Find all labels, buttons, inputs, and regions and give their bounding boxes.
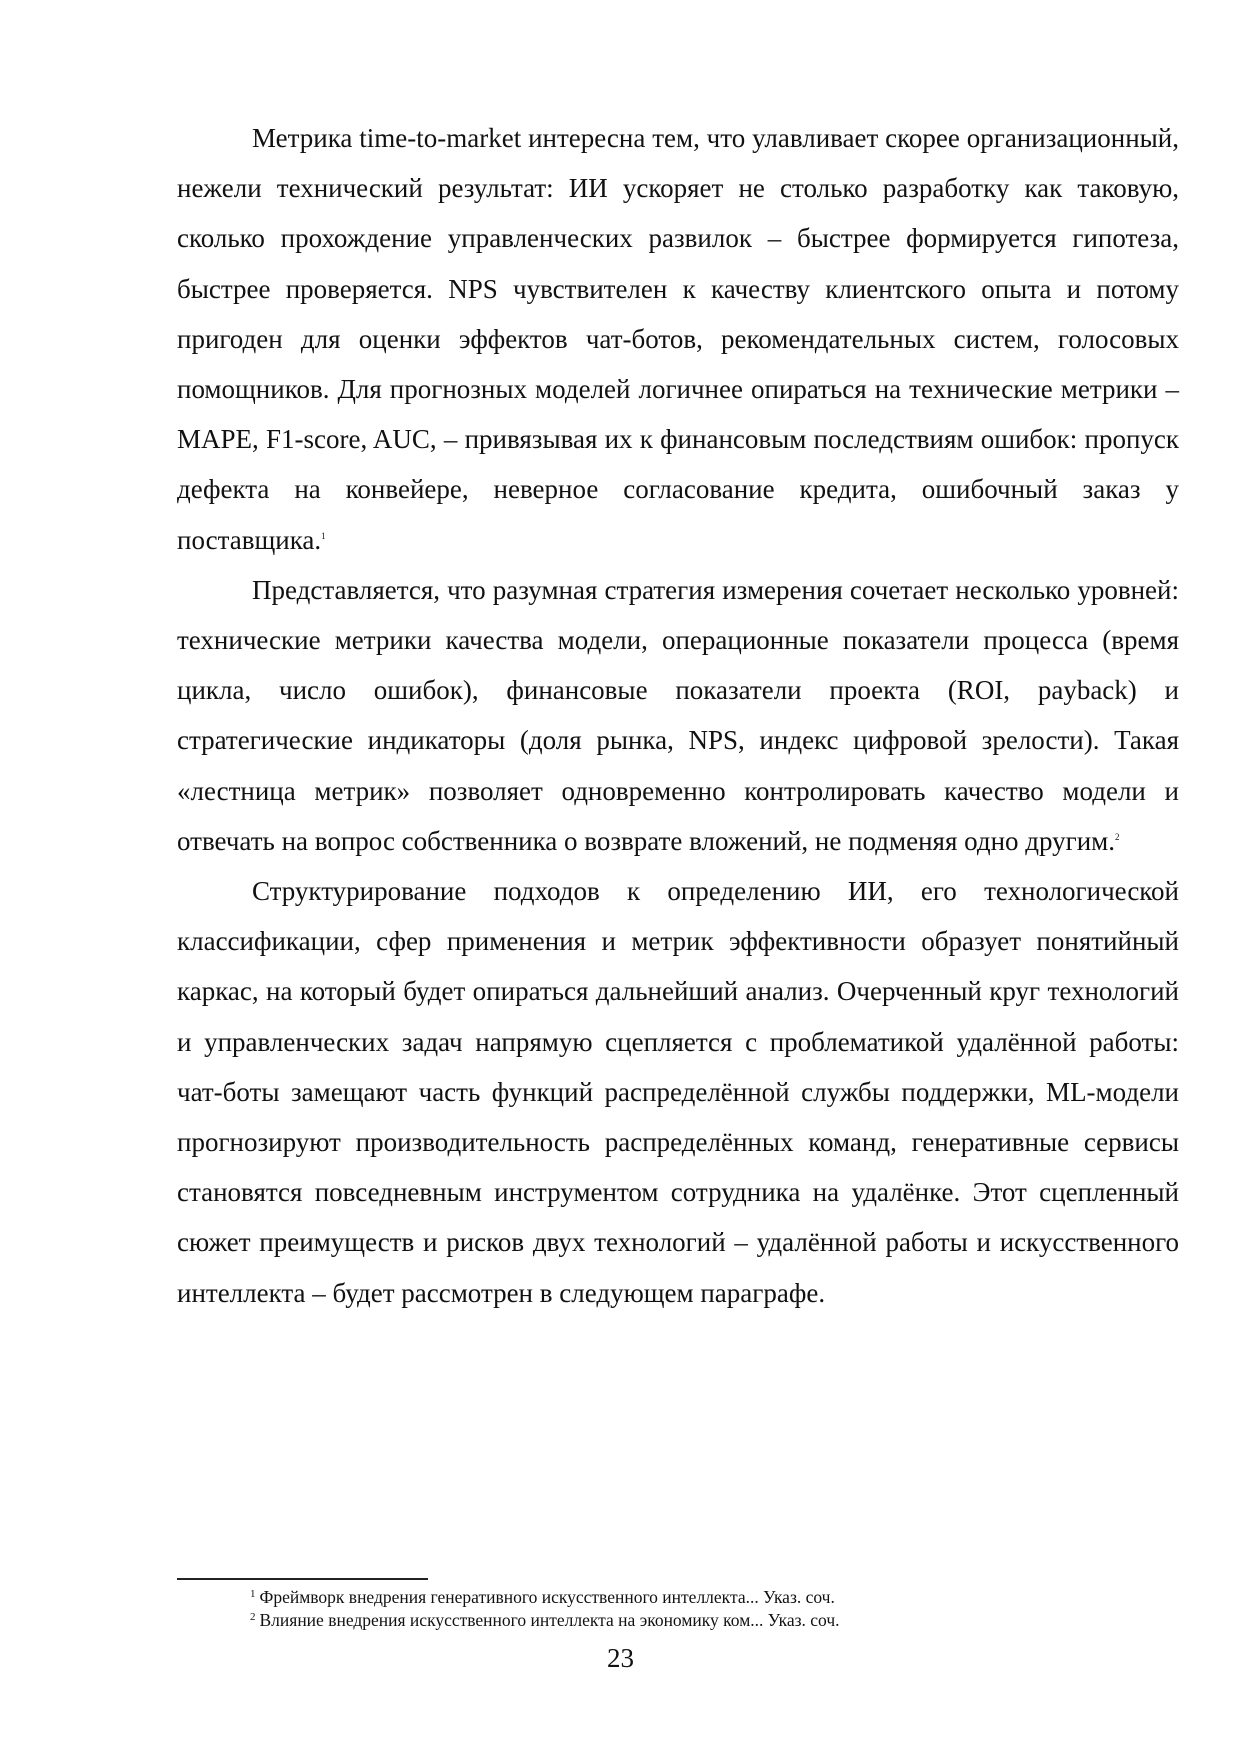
footnote-1-number: 1 [250, 1588, 256, 1600]
paragraph-1 [177, 113, 1179, 565]
footnote-1-text: Фреймворк внедрения генеративного искусственного интеллекта... Указ. соч. [259, 1587, 835, 1607]
footnote-2-number: 2 [250, 1611, 256, 1623]
footnote-ref-1[interactable]: 1 [321, 530, 326, 541]
paragraph-1-text: Метрика time-to-market интересна тем, что улавливает скорее организационный, нежели технический результат: ИИ ускоряет не столько разработку как таковую, сколько прохождение управленческих развилок – быстрее формируется гипотеза, быстрее проверяется. NPS чувствителен к качеству клиентского опыта и потому пригоден для оценки эффектов чат-ботов, рекомендательных систем, голосовых помощников. Для прогнозных моделей логичнее опираться на технические метрики – MAPE, F1-score, AUC, – привязывая их к финансовым последствиям ошибок: пропуск дефекта на конвейере, неверное согласование кредита, ошибочный заказ у поставщика. [177, 123, 1179, 555]
footnote-1 [250, 1586, 1150, 1609]
page-number: 23 [607, 1643, 634, 1673]
paragraph-2-text: Представляется, что разумная стратегия измерения сочетает несколько уровней: технические метрики качества модели, операционные показатели процесса (время цикла, число ошибок), финансовые показатели проекта (ROI, payback) и стратегические индикаторы (доля рынка, NPS, индекс цифровой зрелости). Такая «лестница метрик» позволяет одновременно контролировать качество модели и отвечать на вопрос собственника о возврате вложений, не подменяя одно другим. [177, 574, 1179, 856]
paragraph-3 [177, 866, 1179, 1318]
paragraph-2 [177, 565, 1179, 866]
paragraph-3-text: Структурирование подходов к определению ИИ, его технологической классификации, сфер применения и метрик эффективности образует понятийный каркас, на который будет опираться дальнейший анализ. Очерченный круг технологий и управленческих задач напрямую сцепляется с проблематикой удалённой работы: чат-боты замещают часть функций распределённой службы поддержки, ML-модели прогнозируют производительность распределённых команд, генеративные сервисы становятся повседневным инструментом сотрудника на удалёнке. Этот сцепленный сюжет преимуществ и рисков двух технологий – удалённой работы и искусственного интеллекта – будет рассмотрен в следующем параграфе. [177, 876, 1179, 1308]
footnote-2 [250, 1609, 1150, 1632]
footnote-ref-2[interactable]: 2 [1115, 831, 1120, 842]
footnotes [250, 1586, 1150, 1632]
footnote-separator [177, 1578, 428, 1580]
footnote-2-text: Влияние внедрения искусственного интеллекта на экономику ком... Указ. соч. [259, 1610, 840, 1630]
body-text [177, 113, 1179, 1318]
